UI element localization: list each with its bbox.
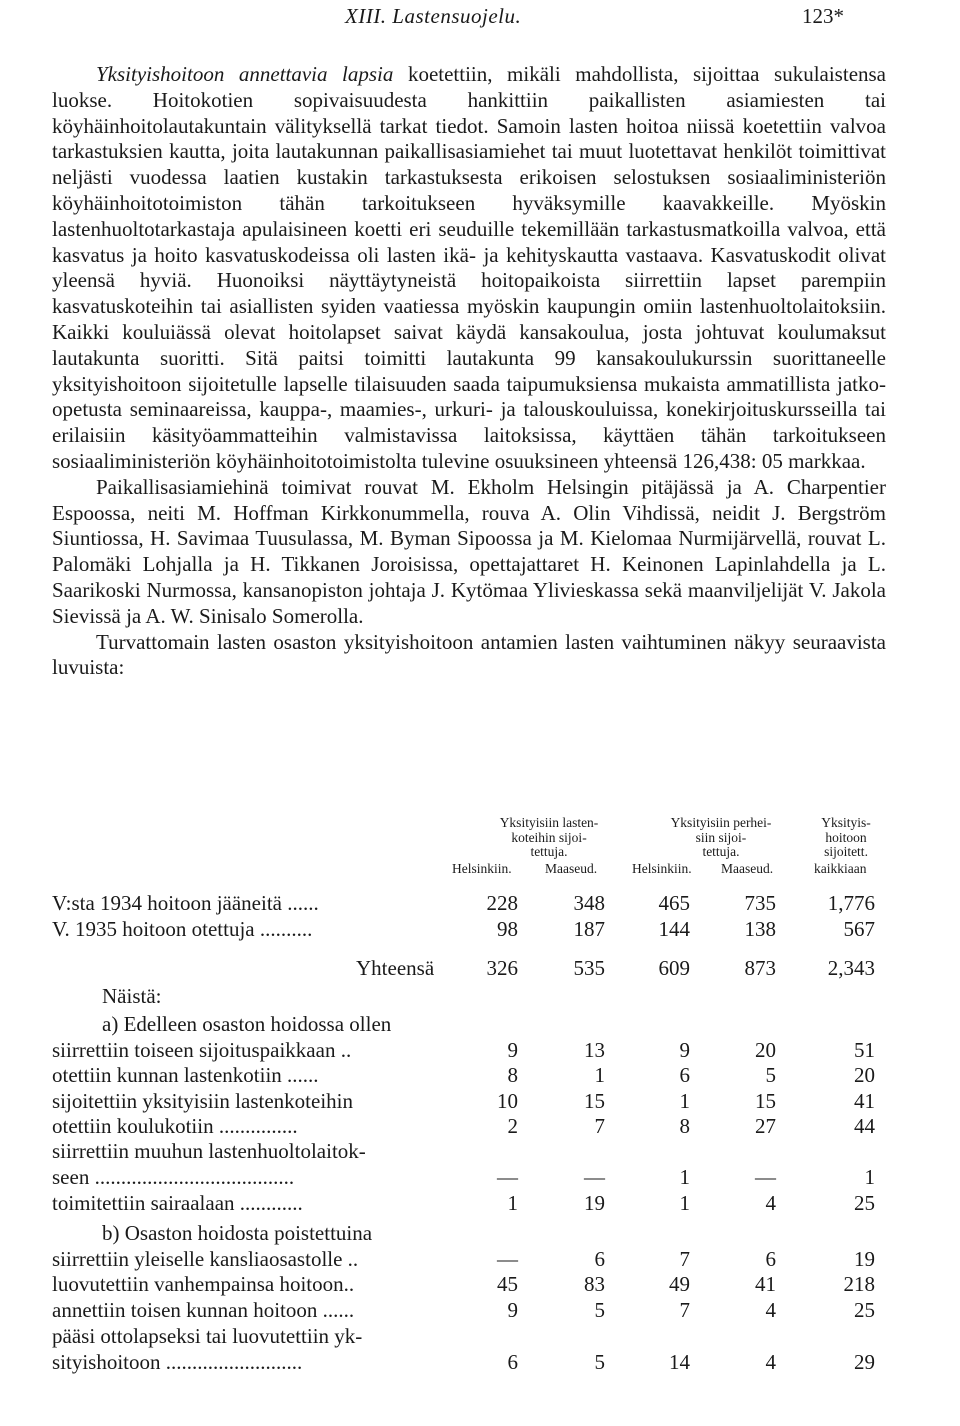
table-cell: 29 [854,1350,875,1374]
row-label: pääsi ottolapseksi tai luovutettiin yk- [52,1324,363,1348]
table-cell: 228 [486,891,518,915]
table-cell: 6 [679,1063,690,1087]
table-cell: 1 [507,1191,518,1215]
table-cell: 609 [658,956,690,980]
row-label: otettiin kunnan lastenkotiin ...... [52,1063,319,1087]
table-cell: 13 [584,1038,605,1062]
table-cell: — [584,1165,605,1189]
table-cell: 5 [765,1063,776,1087]
table-cell: 138 [744,917,776,941]
table-cell: 465 [658,891,690,915]
table-cell: — [755,1165,776,1189]
paragraph-1 [52,62,886,475]
row-label: luovutettiin vanhempainsa hoitoon.. [52,1272,355,1296]
paragraph-2: Paikallisasiamiehinä toimivat rouvat M. Ekholm Helsingin pitäjässä ja A. Charpentier Espoossa, neiti M. Hoffman Kirkkonummella, rouva A. Olin Vihdissä, neidit J. Bergström Siuntiossa, H. Savimaa Tuusulassa, M. Byman Sipoossa ja M. Kielomaa Nurmijärvellä, rouvat L. Palomäki Lohjalla ja H. Tikkanen Joroisissa, opettajattaret H. Keinonen Lapinlahdella ja L. Saarikoski Nurmossa, kansanopiston johtaja J. Kytömaa Ylivieskassa sekä maanviljelijät V. Jakola Sievissä ja A. W. Sinisalo Somerolla. [52,474,886,628]
table-cell: 873 [744,956,776,980]
table-cell: 41 [854,1089,875,1113]
table-cell: 567 [843,917,875,941]
table-subheader: Maaseud. [721,861,774,876]
table-cell: 1 [679,1165,690,1189]
row-label: b) Osaston hoidosta poistettuina [102,1221,373,1245]
table-cell: 187 [573,917,605,941]
table-cell: 8 [679,1114,690,1138]
table-cell: 6 [594,1247,605,1271]
table-row [0,1271,960,1297]
table-group-header: Yksityisiin lasten- koteihin sijoi- tettuja. [499,815,599,859]
table-cell: 2,343 [827,956,875,980]
table-row [0,1297,960,1323]
row-label: siirrettiin muuhun lastenhuoltolaitok- [52,1139,366,1163]
table-cell: 4 [765,1298,776,1322]
table-row [0,1190,960,1216]
table-cell: 218 [843,1272,875,1296]
table-subheader: kaikkiaan [814,861,867,876]
table-cell: 1 [864,1165,875,1189]
table-cell: 51 [854,1038,875,1062]
table-cell: 5 [594,1298,605,1322]
table-cell: 25 [854,1191,875,1215]
table-subheader: Maaseud. [545,861,598,876]
table-row [0,1088,960,1114]
paragraph-1-italic-lead: Yksityishoitoon annettavia lapsia [96,62,394,86]
table-cell: 20 [854,1063,875,1087]
table-row [0,1246,960,1272]
table-cell: — [497,1165,518,1189]
table-section-label [0,1220,960,1246]
page-number: 123* [802,4,844,28]
row-label: sijoitettiin yksityisiin lastenkoteihin [52,1089,353,1113]
table-section-label [0,983,960,1009]
row-label: annettiin toisen kunnan hoitoon ...... [52,1298,355,1322]
table-cell: 144 [658,917,690,941]
table-cell: 326 [486,956,518,980]
row-label: seen ...................................... [52,1165,295,1189]
table-row-total [0,955,960,981]
row-label: otettiin koulukotiin ............... [52,1114,298,1138]
table-cell: 20 [755,1038,776,1062]
table-row [0,890,960,916]
row-label: a) Edelleen osaston hoidossa ollen [102,1012,392,1036]
table-subheader: Helsinkiin. [632,861,692,876]
table-cell: 44 [854,1114,875,1138]
table-cell: 735 [744,891,776,915]
table-subheader: Helsinkiin. [452,861,512,876]
table-cell: 6 [507,1350,518,1374]
table-cell: 98 [497,917,518,941]
row-label: Näistä: [102,984,162,1008]
body-text [52,62,886,681]
table-cell: 25 [854,1298,875,1322]
table-cell: 6 [765,1247,776,1271]
row-label: toimitettiin sairaalaan ............ [52,1191,303,1215]
table-cell: 19 [854,1247,875,1271]
table-cell: 45 [497,1272,518,1296]
paragraph-1-text: koetettiin, mikäli mahdollista, sijoittaa sukulaistensa luokse. Hoitokotien sopivaisuudesta hankittiin paikallisten asiamiesten tai köyhäinhoitolautakuntain välityksellä tarkat tiedot. Samoin lasten hoitoa niissä koetettiin valvoa tarkastuksien kautta, joita lautakunnan paikallisasiamiehet tai muut luotettavat henkilöt toimittivat neljästi vuodessa laatien kustakin tarkastuksesta erikoisen selostuksen sosiaaliministeriön köyhäinhoitotoimiston tähän tarkoitukseen hyväksymille kaavakkeille. Myöskin lastenhuoltotarkastaja apulaisineen koetti eri seuduille tekemillään tarkastusmatkoilla valvoa, että kasvatus ja hoito kasvatuskodeissa oli lasten ikä- ja kehityskautta vastaava. Kasvatuskodit olivat yleensä hyviä. Huonoiksi näyttäytyneistä hoitopaikoista siirrettiin lapset parempiin kasvatuskoteihin tai asiallisten syiden vaatiessa myöskin kaupungin omiin lastenhuoltolaitoksiin. Kaikki kouluiässä olevat hoitolapset saivat käydä kansakoulua, josta johtuvat koulumaksut lautakunta suoritti. Sitä paitsi toimitti lautakunta 99 kansakoulukurssin suorittaneelle yksityishoitoon sijoitetulle lapselle tilaisuuden saada taipumuksiensa mukaista ammatillista jatko-opetusta seminaareissa, kauppa-, maamies-, urkuri- ja talouskouluissa, konekirjoituskursseilla tai erilaisiin käsityöammatteihin valmistavissa laitoksissa, käyttäen tähän tarkoitukseen sosiaaliministeriön köyhäinhoitotoimistolta tulevine osuuksineen yhteensä 126,438: 05 markkaa. [52,62,887,473]
table-cell: 2 [507,1114,518,1138]
table-cell: 49 [669,1272,690,1296]
table-cell: 5 [594,1350,605,1374]
table-section-label [0,1011,960,1037]
table-row [0,1349,960,1375]
table-cell: 4 [765,1350,776,1374]
table-header [452,816,888,878]
table-row [0,1323,960,1349]
page-header [0,0,960,40]
table-cell: 10 [497,1089,518,1113]
table-group-header: Yksityisiin perhei- siin sijoi- tettuja. [670,815,772,859]
table-cell: 348 [573,891,605,915]
table-cell: 1,776 [827,891,875,915]
paragraph-3: Turvattomain lasten osaston yksityishoitoon antamien lasten vaihtuminen näkyy seuraavista luvuista: [52,629,886,680]
table-cell: 8 [507,1063,518,1087]
table-cell: 7 [679,1247,690,1271]
table-cell: 9 [507,1038,518,1062]
table-cell: 9 [679,1038,690,1062]
table-group-header: Yksityis- hoitoon sijoitett. [821,815,871,859]
table-cell: 4 [765,1191,776,1215]
chapter-title: XIII. Lastensuojelu. [345,4,522,28]
row-label: sityishoitoon .......................... [52,1350,303,1374]
table-cell: 27 [755,1114,776,1138]
row-label: Yhteensä [356,956,435,980]
table-cell: 15 [584,1089,605,1113]
table-cell: 83 [584,1272,605,1296]
table-row [0,916,960,942]
table-cell: 1 [679,1191,690,1215]
row-label: V:sta 1934 hoitoon jääneitä ...... [52,891,319,915]
table-cell: 1 [679,1089,690,1113]
table-row [0,1062,960,1088]
table-cell: 7 [594,1114,605,1138]
table-row [0,1138,960,1164]
table-row [0,1164,960,1190]
row-label: V. 1935 hoitoon otettuja .......... [52,917,313,941]
table-row [0,1037,960,1063]
table-cell: 41 [755,1272,776,1296]
row-label: siirrettiin yleiselle kansliaosastolle .. [52,1247,359,1271]
table-cell: — [497,1247,518,1271]
table-cell: 7 [679,1298,690,1322]
table-cell: 535 [573,956,605,980]
table-cell: 9 [507,1298,518,1322]
row-label: siirrettiin toiseen sijoituspaikkaan .. [52,1038,352,1062]
table-row [0,1113,960,1139]
table-cell: 1 [594,1063,605,1087]
table-cell: 15 [755,1089,776,1113]
table-cell: 19 [584,1191,605,1215]
table-cell: 14 [669,1350,690,1374]
